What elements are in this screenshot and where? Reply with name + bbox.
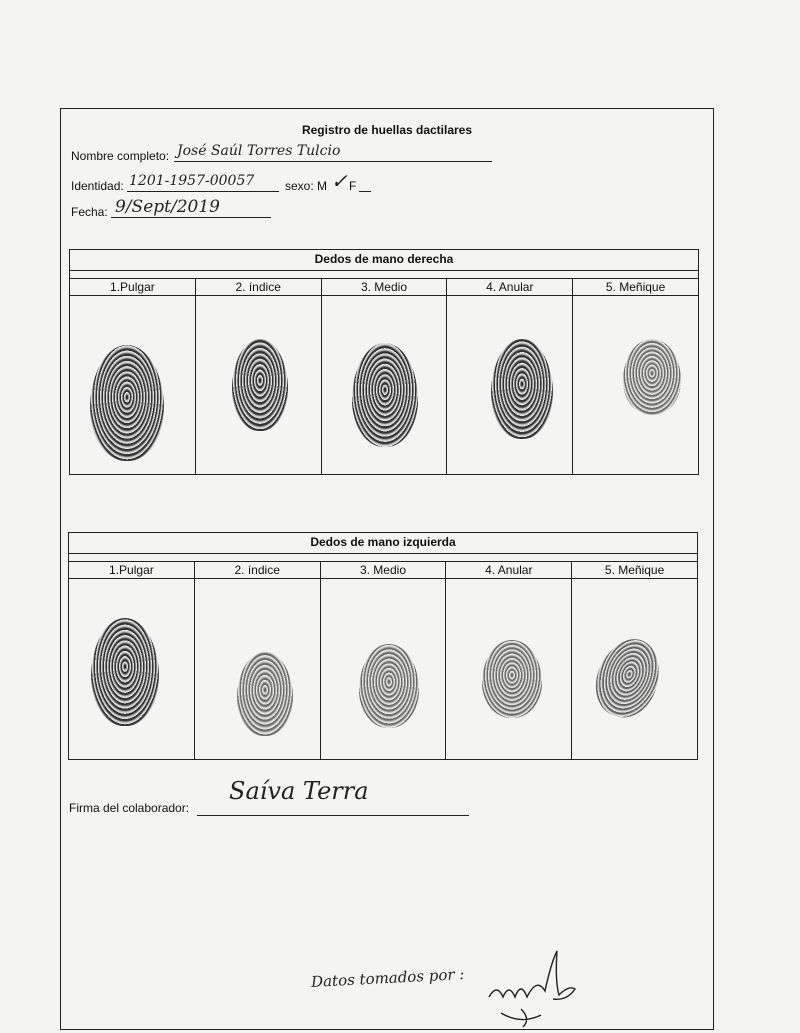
name-value: José Saúl Torres Tulcio [177, 143, 341, 159]
id-value: 1201-1957-00057 [129, 173, 255, 189]
fingerprint-image [491, 339, 553, 439]
left-thumb-label: 1.Pulgar [69, 562, 194, 579]
right-hand-block [69, 249, 699, 475]
left-index-cell [195, 562, 321, 759]
sex-checkmark: ✓ [331, 169, 348, 193]
left-little-label: 5. Meñique [572, 562, 697, 579]
fingerprint-image [586, 630, 670, 726]
fingerprint-image [232, 339, 288, 431]
id-line [127, 191, 279, 192]
signature-label: Firma del colaborador: [69, 801, 190, 815]
right-index-label: 2. índice [196, 279, 321, 296]
signature-line [197, 815, 469, 816]
left-ring-cell [446, 562, 572, 759]
id-label: Identidad: [71, 179, 124, 193]
right-middle-label: 3. Medio [322, 279, 447, 296]
right-thumb-label: 1.Pulgar [70, 279, 195, 296]
right-little-cell [573, 279, 698, 474]
fingerprint-image [359, 644, 419, 728]
name-line [174, 161, 492, 162]
left-middle-label: 3. Medio [321, 562, 446, 579]
right-ring-cell [447, 279, 573, 474]
fingerprint-image [237, 652, 293, 736]
fingerprint-image [91, 618, 159, 726]
collector-signature-scribble [481, 939, 591, 1029]
left-index-label: 2. índice [195, 562, 320, 579]
date-label: Fecha: [71, 205, 108, 219]
fingerprint-form [60, 108, 714, 1030]
left-middle-cell [321, 562, 447, 759]
right-little-label: 5. Meñique [573, 279, 698, 296]
right-thumb-cell [70, 279, 196, 474]
sex-f-label: F [349, 179, 357, 193]
date-value: 9/Sept/2019 [115, 197, 220, 217]
left-ring-label: 4. Anular [446, 562, 571, 579]
sex-m-label: sexo: M [285, 179, 328, 193]
left-thumb-cell [69, 562, 195, 759]
sex-f-line [359, 191, 371, 192]
right-ring-label: 4. Anular [447, 279, 572, 296]
right-middle-cell [322, 279, 448, 474]
name-label: Nombre completo: [71, 149, 170, 163]
fingerprint-image [352, 343, 418, 447]
fingerprint-image [482, 640, 542, 718]
form-title: Registro de huellas dactilares [301, 123, 473, 137]
left-little-cell [572, 562, 697, 759]
date-line [111, 217, 271, 218]
footer-note: Datos tomados por : [310, 964, 465, 992]
fingerprint-image [90, 345, 164, 461]
right-hand-heading: Dedos de mano derecha [70, 250, 698, 271]
left-hand-block [68, 532, 698, 760]
fingerprint-image [623, 339, 681, 415]
signature-value: Saíva Terra [229, 777, 369, 805]
left-hand-heading: Dedos de mano izquierda [69, 533, 697, 554]
right-index-cell [196, 279, 322, 474]
